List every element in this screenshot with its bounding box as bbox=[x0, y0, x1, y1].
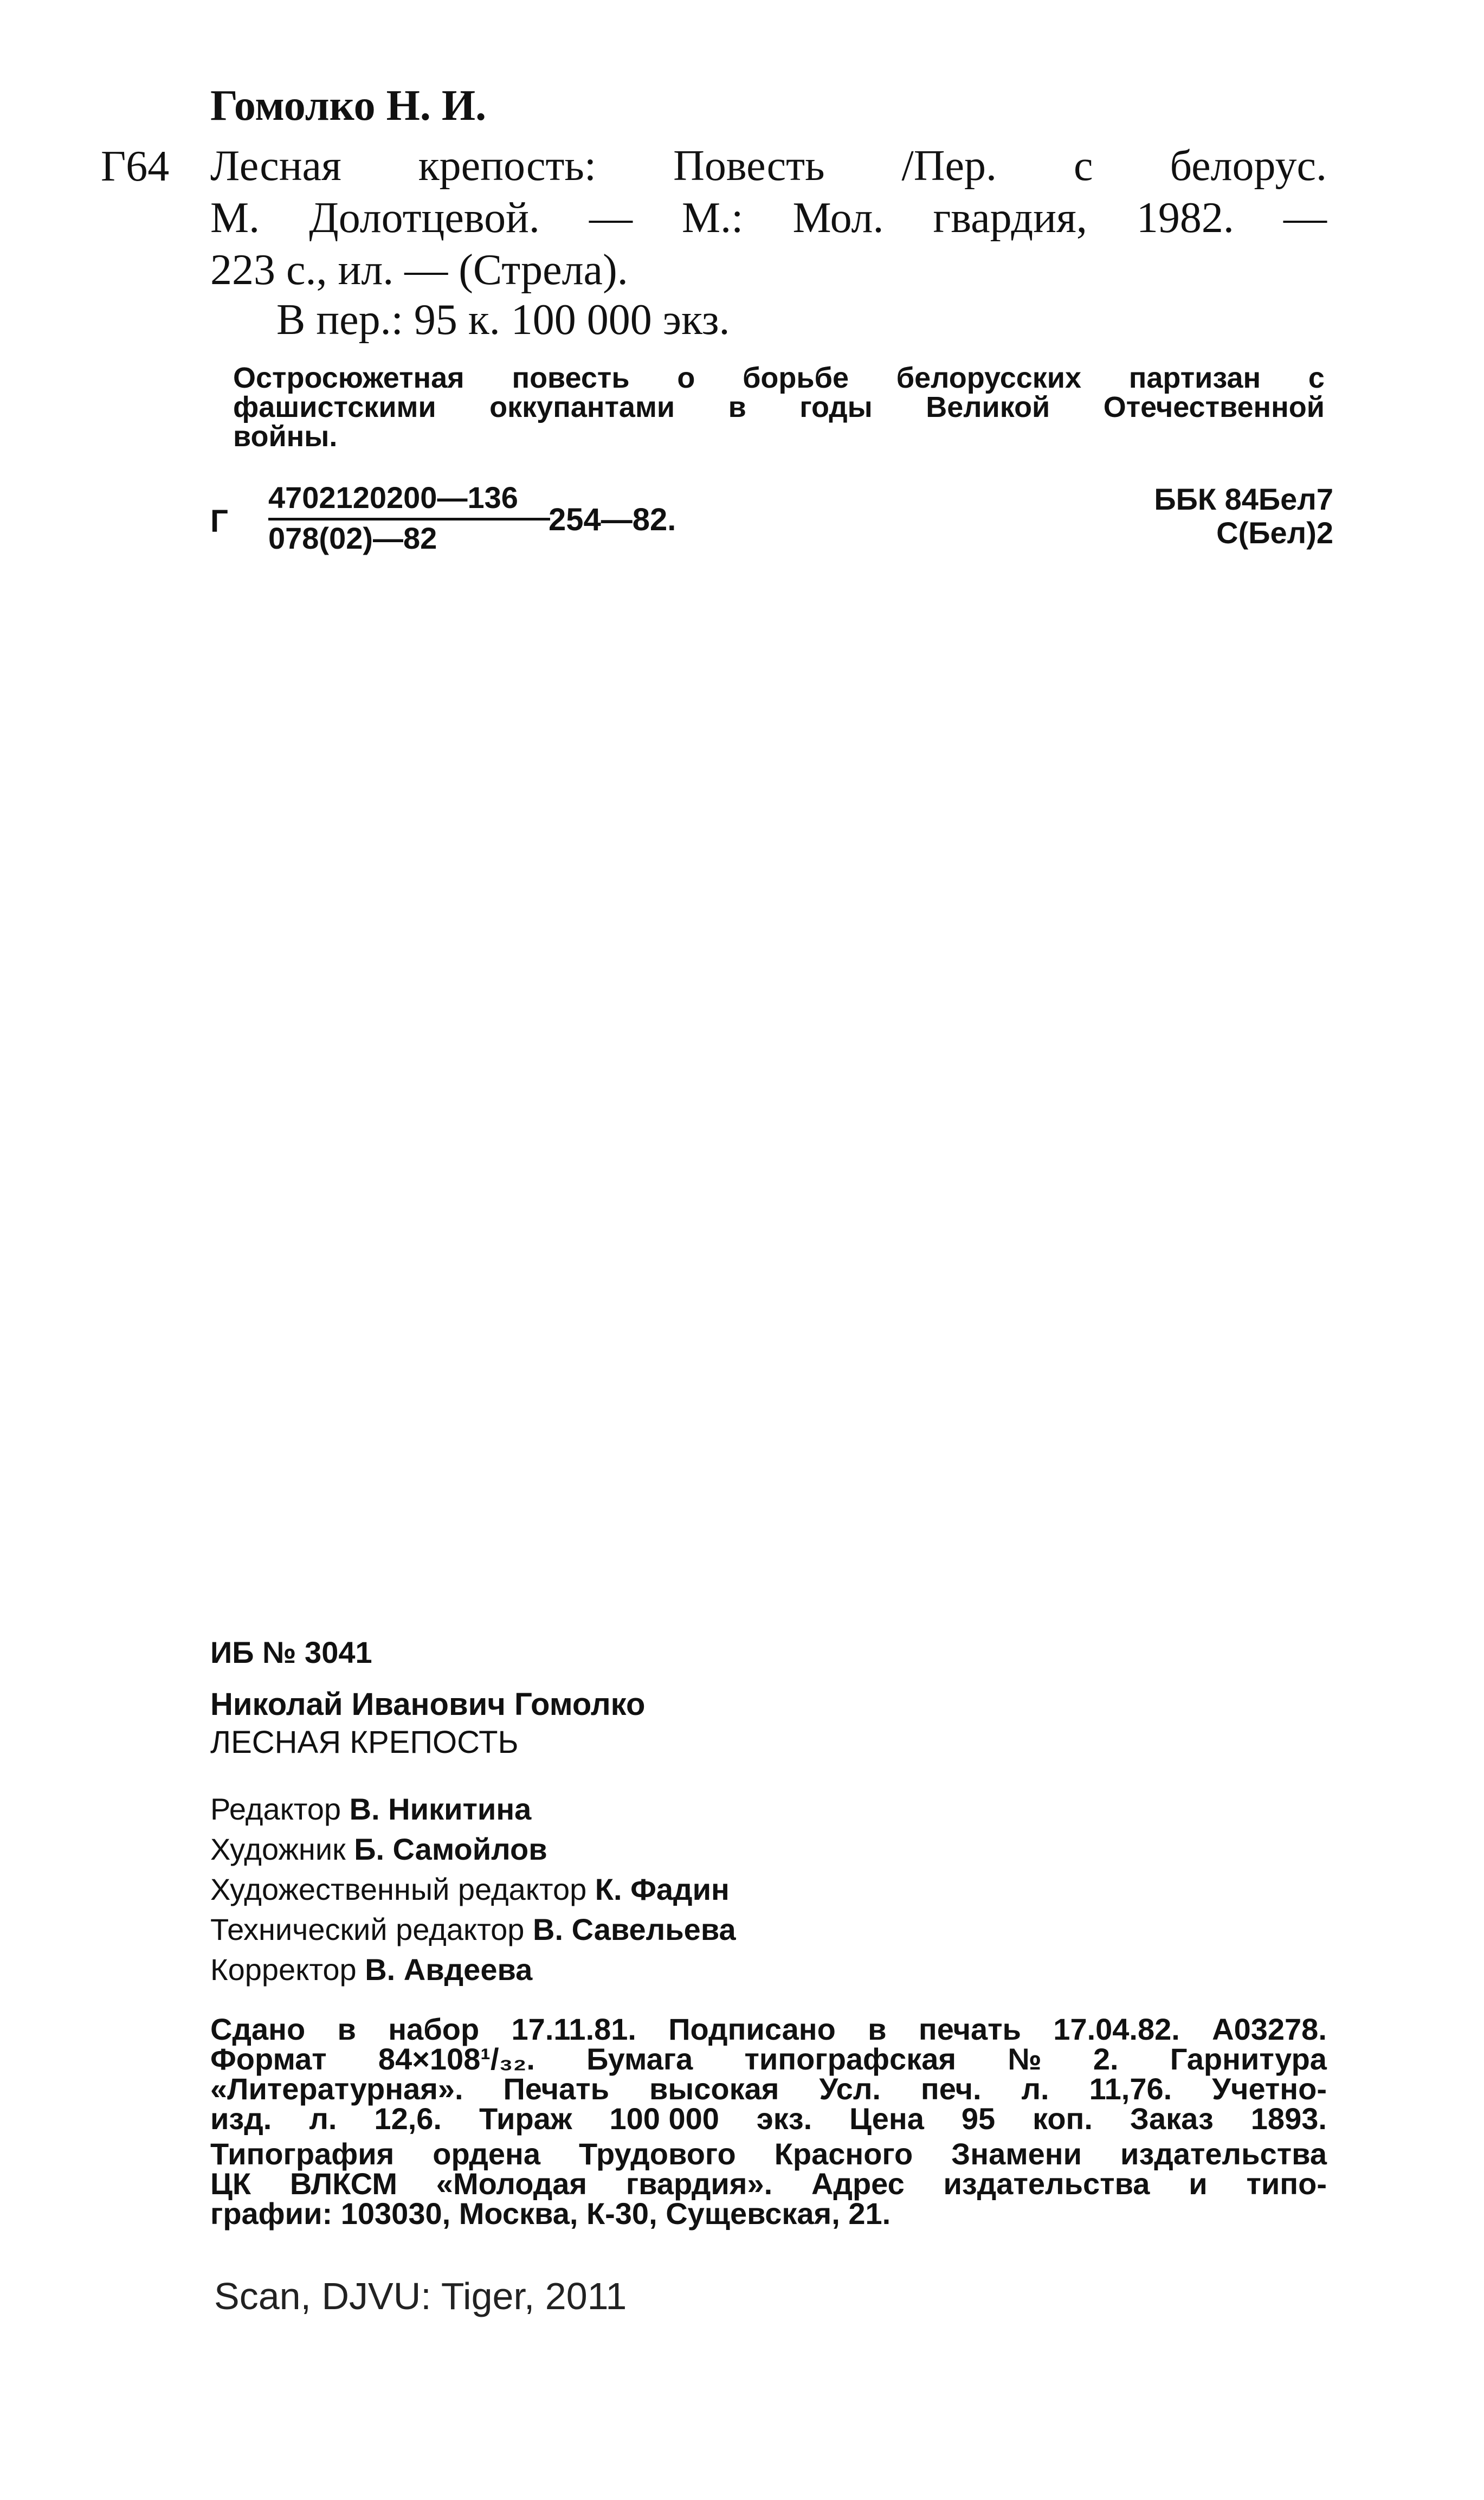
word: Отечественной bbox=[1103, 391, 1325, 423]
pub-line-2 bbox=[210, 2044, 1327, 2074]
word: Цена bbox=[849, 2101, 924, 2136]
ib-number: ИБ № 3041 bbox=[210, 1635, 372, 1669]
word: высокая bbox=[649, 2072, 779, 2106]
word: издательства bbox=[943, 2167, 1150, 2201]
word: /Пер. bbox=[901, 142, 997, 190]
word: Гарнитура bbox=[1170, 2042, 1327, 2076]
word: Великой bbox=[926, 391, 1050, 423]
word: в bbox=[728, 391, 746, 423]
word: № bbox=[1008, 2042, 1042, 2076]
word: с bbox=[1308, 362, 1325, 394]
word: повесть bbox=[512, 362, 630, 394]
word: 17.11.81. bbox=[511, 2012, 636, 2046]
bbk-line-1: ББК 84Бел7 bbox=[1154, 482, 1333, 516]
word: гвардия». bbox=[625, 2167, 773, 2201]
word: борьбе bbox=[743, 362, 849, 394]
word: типографская bbox=[744, 2042, 957, 2076]
main-line-3: 223 с., ил. — (Стрела). bbox=[210, 246, 628, 294]
word: Заказ bbox=[1130, 2101, 1214, 2136]
printer-line-2 bbox=[210, 2169, 1327, 2199]
word: белорус. bbox=[1170, 142, 1327, 190]
word: крепость: bbox=[418, 142, 597, 190]
word: Типография bbox=[210, 2137, 395, 2171]
word: с bbox=[1074, 142, 1093, 190]
word: о bbox=[677, 362, 695, 394]
printer-line-1 bbox=[210, 2139, 1327, 2169]
word: л. bbox=[1021, 2072, 1049, 2106]
word: и bbox=[1189, 2167, 1208, 2201]
word: Сдано bbox=[210, 2012, 306, 2046]
word: экз. bbox=[756, 2101, 812, 2136]
bbk-line-2: С(Бел)2 bbox=[1216, 516, 1333, 550]
word: Повесть bbox=[673, 142, 825, 190]
imprint-title: ЛЕСНАЯ КРЕПОСТЬ bbox=[210, 1725, 519, 1760]
word: издательства bbox=[1120, 2137, 1327, 2171]
word: М.: bbox=[682, 194, 744, 242]
word: М. bbox=[210, 194, 260, 242]
credit-name: К. Фадин bbox=[595, 1872, 730, 1906]
word: л. bbox=[309, 2101, 337, 2136]
word: Знамени bbox=[951, 2137, 1082, 2171]
word: Формат bbox=[210, 2042, 327, 2076]
main-line-2 bbox=[210, 192, 1327, 244]
credit-name: Б. Самойлов bbox=[354, 1832, 547, 1866]
word: ЦК bbox=[210, 2167, 251, 2201]
publication-info bbox=[210, 2012, 1327, 2136]
word: белорусских bbox=[896, 362, 1082, 394]
word: печ. bbox=[920, 2072, 982, 2106]
word: Усл. bbox=[819, 2072, 881, 2106]
word: изд. bbox=[210, 2101, 272, 2136]
catalog-code: Г64 bbox=[101, 143, 170, 190]
word: Тираж bbox=[479, 2101, 572, 2136]
scan-note: Scan, DJVU: Tiger, 2011 bbox=[214, 2275, 627, 2317]
word: Адрес bbox=[811, 2167, 905, 2201]
printer-line-3: графии: 103030, Москва, К-30, Сущевская, 21. bbox=[210, 2196, 891, 2231]
credit-role: Художник bbox=[210, 1832, 346, 1866]
word: гвардия, bbox=[933, 194, 1087, 242]
bbk-index bbox=[1122, 483, 1333, 550]
credit-name: В. Авдеева bbox=[365, 1952, 533, 1987]
word: Печать bbox=[503, 2072, 610, 2106]
annotation bbox=[233, 363, 1325, 451]
word: 17.04.82. bbox=[1053, 2012, 1180, 2046]
annotation-line-3: войны. bbox=[233, 420, 338, 453]
word: 84×108¹/₃₂. bbox=[378, 2042, 535, 2076]
word: 1982. bbox=[1136, 194, 1234, 242]
word: — bbox=[589, 194, 633, 242]
word: Долотцевой. bbox=[309, 194, 540, 242]
credits-list bbox=[210, 1789, 736, 1990]
credit-row bbox=[210, 1869, 736, 1910]
word: «Литературная». bbox=[210, 2072, 463, 2106]
credit-name: В. Никитина bbox=[349, 1792, 532, 1826]
fraction-denominator: 078(02)—82 bbox=[268, 521, 437, 555]
word: Учетно- bbox=[1212, 2072, 1327, 2106]
main-line-1 bbox=[210, 140, 1327, 192]
word: Лесная bbox=[210, 142, 341, 190]
word: Трудового bbox=[578, 2137, 736, 2171]
pub-line-3 bbox=[210, 2074, 1327, 2104]
credit-row bbox=[210, 1829, 736, 1869]
pub-line-1 bbox=[210, 2014, 1327, 2044]
word: 1893. bbox=[1250, 2101, 1327, 2136]
word: ВЛКСМ bbox=[289, 2167, 398, 2201]
catalog-main-text bbox=[210, 140, 1327, 296]
word: Красного bbox=[774, 2137, 913, 2171]
word: 100 000 bbox=[609, 2101, 719, 2136]
word: ордена bbox=[433, 2137, 540, 2171]
fraction-letter: Г bbox=[210, 504, 228, 539]
fraction-tail: 254—82. bbox=[549, 502, 676, 537]
annotation-line-1 bbox=[233, 363, 1325, 393]
word: в bbox=[868, 2012, 887, 2046]
pub-line-4 bbox=[210, 2101, 1327, 2136]
word: годы bbox=[799, 391, 873, 423]
word: Бумага bbox=[586, 2042, 693, 2076]
credit-role: Редактор bbox=[210, 1792, 341, 1826]
price-line: В пер.: 95 к. 100 000 экз. bbox=[276, 296, 730, 344]
credit-role: Корректор bbox=[210, 1952, 357, 1987]
word: набор bbox=[388, 2012, 480, 2046]
credit-row bbox=[210, 1910, 736, 1950]
credit-role: Художественный редактор bbox=[210, 1872, 587, 1906]
catalog-author: Гомолко Н. И. bbox=[210, 82, 487, 130]
word: 11,76. bbox=[1089, 2072, 1172, 2106]
word: в bbox=[337, 2012, 356, 2046]
word: — bbox=[1283, 194, 1327, 242]
credit-row bbox=[210, 1789, 736, 1829]
imprint-author: Николай Иванович Гомолко bbox=[210, 1687, 646, 1722]
credit-name: В. Савельева bbox=[533, 1912, 736, 1946]
credit-row bbox=[210, 1950, 736, 1990]
word: 2. bbox=[1093, 2042, 1119, 2076]
word: Подписано bbox=[668, 2012, 836, 2046]
word: печать bbox=[918, 2012, 1021, 2046]
word: оккупантами bbox=[489, 391, 675, 423]
word: А03278. bbox=[1212, 2012, 1327, 2046]
word: 95 bbox=[961, 2101, 996, 2136]
credit-role: Технический редактор bbox=[210, 1912, 525, 1946]
word: Мол. bbox=[792, 194, 884, 242]
printer-info bbox=[210, 2137, 1327, 2231]
word: типо- bbox=[1246, 2167, 1327, 2201]
word: «Молодая bbox=[436, 2167, 588, 2201]
word: фашистскими bbox=[233, 391, 436, 423]
fraction-numerator: 4702120200—136 bbox=[268, 480, 518, 515]
word: 12,6. bbox=[374, 2101, 442, 2136]
word: коп. bbox=[1033, 2101, 1093, 2136]
word: Остросюжетная bbox=[233, 362, 464, 394]
annotation-line-2 bbox=[233, 393, 1325, 422]
word: партизан bbox=[1128, 362, 1261, 394]
